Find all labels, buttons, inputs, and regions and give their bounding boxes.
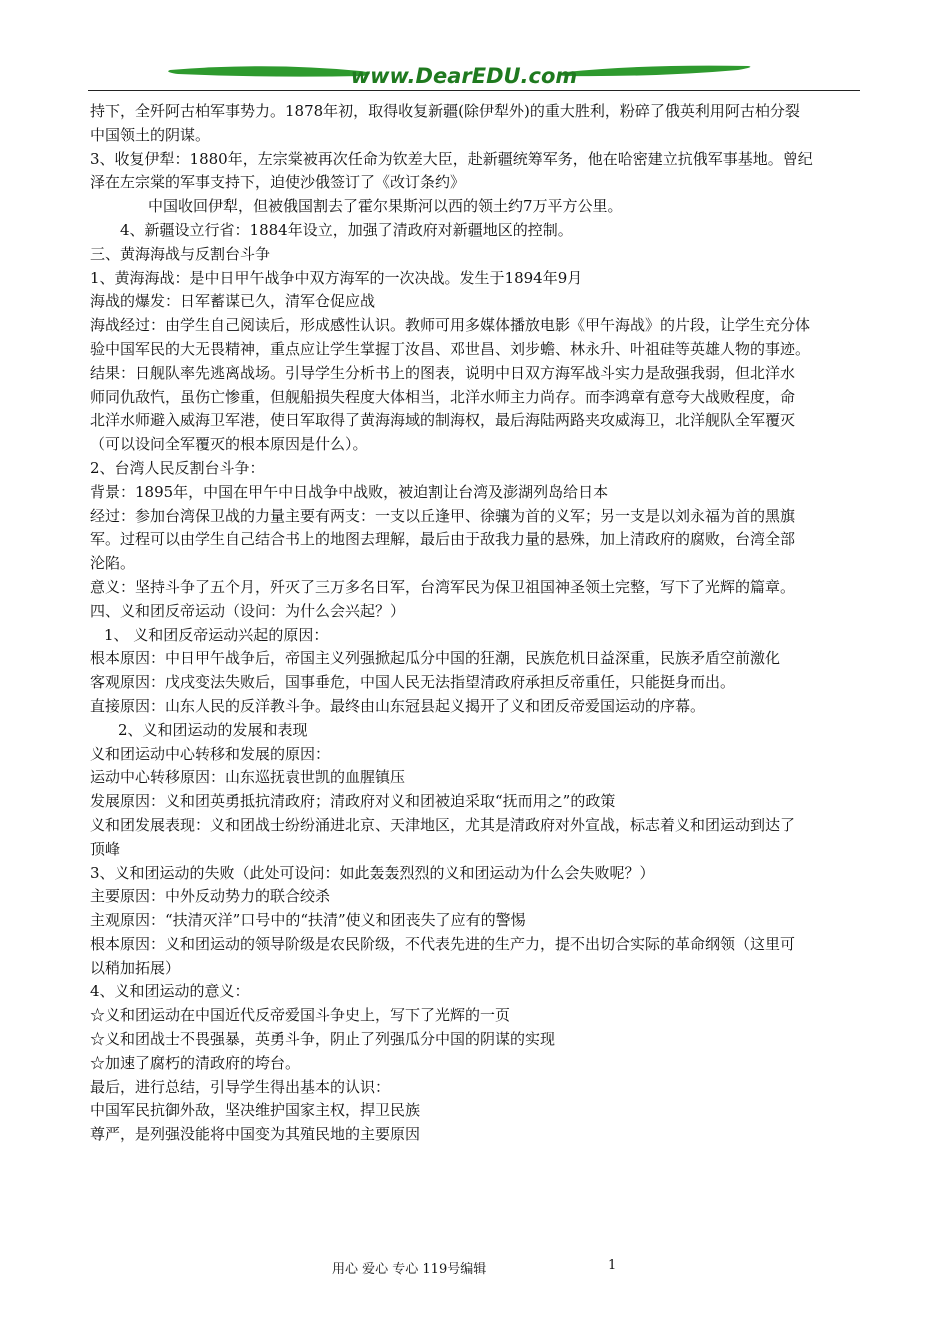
text-line: ☆加速了腐朽的清政府的垮台。 [90, 1053, 301, 1072]
text-line: 3、义和团运动的失败（此处可设问：如此轰轰烈烈的义和团运动为什么会失败呢？） [90, 863, 655, 882]
page-number: 1 [608, 1258, 617, 1273]
text-line: 2、台湾人民反割台斗争： [90, 458, 265, 477]
text-line: 北洋水师避入威海卫军港，使日军取得了黄海海域的制海权，最后海陆两路夹攻威海卫，北洋舰队全军覆灭 [90, 411, 796, 430]
text-line: 验中国军民的大无畏精神，重点应让学生掌握丁汝昌、邓世昌、刘步蟾、林永升、叶祖硅等英雄人物的事迹。 [90, 339, 811, 358]
text-line: 三、黄海海战与反割台斗争 [90, 244, 271, 263]
text-line: 主观原因：“扶清灭洋”口号中的“扶清”使义和团丧失了应有的警惕 [90, 911, 526, 930]
text-line: 2、义和团运动的发展和表现 [118, 720, 308, 739]
text-line: 背景：1895年，中国在甲午中日战争中战败，被迫割让台湾及澎湖列岛给日本 [90, 482, 609, 501]
text-line: ☆义和团运动在中国近代反帝爱国斗争史上，写下了光辉的一页 [90, 1006, 511, 1025]
header-banner [88, 58, 860, 92]
text-line: 以稍加拓展） [90, 958, 181, 977]
text-line: 最后，进行总结，引导学生得出基本的认识： [90, 1077, 391, 1096]
text-line: 1、黄海海战：是中日甲午战争中双方海军的一次决战。发生于1894年9月 [90, 268, 583, 287]
text-line: 义和团发展表现：义和团战士纷纷涌进北京、天津地区，尤其是清政府对外宣战，标志着义和团运动到达了 [90, 815, 796, 834]
header-rule [88, 90, 860, 91]
text-line: 4、新疆设立行省：1884年设立，加强了清政府对新疆地区的控制。 [120, 220, 573, 239]
text-line: 泽在左宗棠的军事支持下，迫使沙俄签订了《改订条约》 [90, 173, 466, 192]
text-line: 运动中心转移原因：山东巡抚袁世凯的血腥镇压 [90, 768, 406, 787]
text-line: 4、义和团运动的意义： [90, 982, 250, 1001]
text-line: 中国收回伊犁，但被俄国割去了霍尔果斯河以西的领土约7万平方公里。 [148, 197, 623, 216]
text-line: 根本原因：中日甲午战争后，帝国主义列强掀起瓜分中国的狂潮，民族危机日益深重，民族矛盾空前激化 [90, 649, 781, 668]
text-line: 意义：坚持斗争了五个月，歼灭了三万多名日军，台湾军民为保卫祖国神圣领土完整，写下了光辉的篇章。 [90, 577, 796, 596]
text-line: 义和团运动中心转移和发展的原因： [90, 744, 331, 763]
text-line: 发展原因：义和团英勇抵抗清政府；清政府对义和团被迫采取“抚而用之”的政策 [90, 792, 616, 811]
footer-text: 用心 爱心 专心 119号编辑 [332, 1262, 487, 1277]
text-line: 客观原因：戊戌变法失败后，国事垂危，中国人民无法指望清政府承担反帝重任，只能挺身而出。 [90, 673, 736, 692]
text-line: 四、义和团反帝运动（设问：为什么会兴起？） [90, 601, 406, 620]
text-line: 顶峰 [90, 839, 121, 858]
text-line: 3、收复伊犁：1880年，左宗棠被再次任命为钦差大臣，赴新疆统筹军务，他在哈密建立抗俄军事基地。曾纪 [90, 149, 813, 168]
text-line: （可以设问全军覆灭的根本原因是什么）。 [90, 435, 368, 454]
text-line: 持下，全歼阿古柏军事势力。1878年初，取得收复新疆(除伊犁外)的重大胜利，粉碎了俄英利用阿古柏分裂 [90, 102, 800, 120]
text-line: 结果：日舰队率先逃离战场。引导学生分析书上的图表，说明中日双方海军战斗实力是敌强我弱，但北洋水 [90, 363, 796, 382]
text-line: 主要原因：中外反动势力的联合绞杀 [90, 887, 331, 906]
text-line: 中国领土的阴谋。 [90, 125, 211, 144]
text-line: 经过：参加台湾保卫战的力量主要有两支：一支以丘逢甲、徐骧为首的义军；另一支是以刘永福为首的黑旗 [90, 506, 796, 525]
text-line: 中国军民抗御外敌，坚决维护国家主权，捍卫民族 [90, 1101, 421, 1120]
text-line: ☆义和团战士不畏强暴，英勇斗争，阴止了列强瓜分中国的阴谋的实现 [90, 1030, 556, 1049]
text-line: 根本原因：义和团运动的领导阶级是农民阶级，不代表先进的生产力，提不出切合实际的革命纲领（这里可 [90, 934, 796, 953]
header-swoosh-logo [88, 58, 860, 92]
document-body [90, 100, 862, 1147]
text-line: 师同仇敌忾，虽伤亡惨重，但舰船损失程度大体相当，北洋水师主力尚存。而李鸿章有意夸大战败程度，命 [90, 387, 796, 406]
text-line: 海战经过：由学生自己阅读后，形成感性认识。教师可用多媒体播放电影《甲午海战》的片段，让学生充分体 [90, 316, 811, 335]
header-logo-text: www.DearEDU.com [350, 64, 578, 88]
text-line: 1、 义和团反帝运动兴起的原因： [104, 625, 329, 644]
text-line: 尊严，是列强没能将中国变为其殖民地的主要原因 [90, 1125, 421, 1144]
text-line: 直接原因：山东人民的反洋教斗争。最终由山东冠县起义揭开了义和团反帝爱国运动的序幕。 [90, 696, 706, 715]
text-line: 沦陷。 [90, 554, 136, 573]
text-line: 海战的爆发：日军蓄谋已久，清军仓促应战 [90, 292, 376, 311]
text-line: 军。过程可以由学生自己结合书上的地图去理解，最后由于敌我力量的悬殊，加上清政府的腐败，台湾全部 [90, 530, 796, 549]
